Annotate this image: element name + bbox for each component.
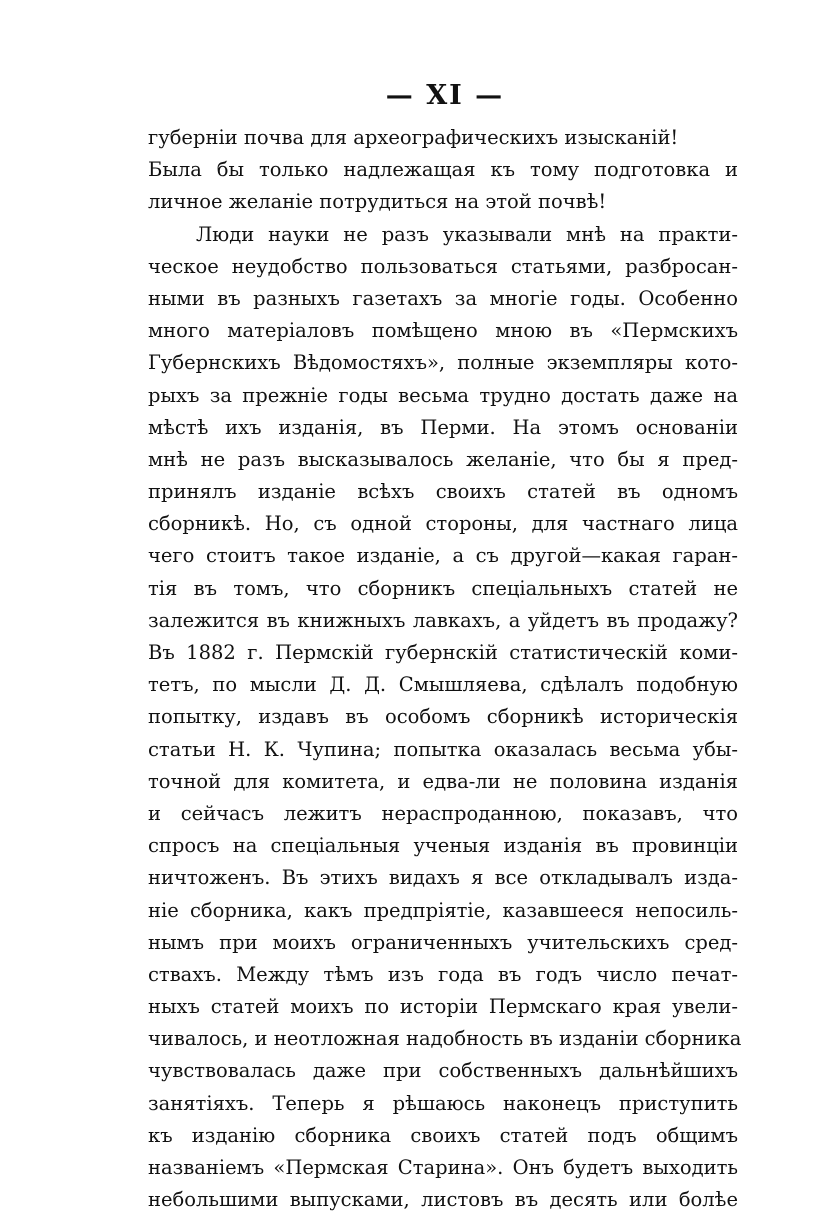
page-number: — XI — [385,80,505,111]
text-line: ными въ разныхъ газетахъ за многіе годы. Особенно [148,286,738,310]
text-line: попытку, издавъ въ особомъ сборникѣ историческія [148,705,738,729]
text-line: спросъ на спеціальныя ученыя изданія въ провинціи [148,834,738,858]
text-line: принялъ изданіе всѣхъ своихъ статей въ одномъ [148,480,738,504]
text-line: небольшими выпусками, листовъ въ десять или болѣе [148,1188,738,1212]
text-line: названіемъ «Пермская Старина». Онъ будетъ выходить [148,1156,738,1179]
text-line: мнѣ не разъ высказывалось желаніе, что бы я пред- [148,447,738,471]
text-line: ныхъ статей моихъ по исторіи Пермскаго края увели- [148,995,738,1019]
text-line: мѣстѣ ихъ изданія, въ Перми. На этомъ основаніи [148,415,738,439]
text-line: чивалось, и неотложная надобность въ изданіи сборника [148,1027,742,1051]
text-line: и сейчасъ лежитъ нераспроданною, показавъ, что [148,801,738,825]
paragraph-start-line: Люди науки не разъ указывали мнѣ на практи- [196,222,738,246]
body-text [148,122,742,1216]
text-line: губерніи почва для археографическихъ изысканій! [148,126,679,149]
text-line: нымъ при моихъ ограниченныхъ учительскихъ сред- [148,930,738,954]
text-line: ствахъ. Между тѣмъ изъ года въ годъ число печат- [148,962,738,986]
text-line: чего стоитъ такое изданіе, а съ другой—какая гаран- [148,544,738,568]
text-line: тія въ томъ, что сборникъ спеціальныхъ статей не [148,576,738,600]
text-line: залежится въ книжныхъ лавкахъ, а уйдетъ въ продажу? [148,608,738,632]
text-line: къ изданію сборника своихъ статей подъ общимъ [148,1123,738,1147]
text-line: чувствовалась даже при собственныхъ дальнѣйшихъ [148,1059,738,1083]
text-line: Была бы только надлежащая къ тому подготовка и [148,158,738,182]
text-line: Губернскихъ Вѣдомостяхъ», полные экземпляры кото- [148,351,738,375]
text-line: личное желаніе потрудиться на этой почвѣ! [148,190,607,214]
text-line: статьи Н. К. Чупина; попытка оказалась весьма убы- [148,737,738,761]
text-line: сборникѣ. Но, съ одной стороны, для частнаго лица [148,512,738,536]
text-line: тетъ, по мысли Д. Д. Смышляева, сдѣлалъ подобную [148,673,738,697]
text-line: точной для комитета, и едва-ли не половина изданія [148,769,738,793]
text-line: занятіяхъ. Теперь я рѣшаюсь наконецъ приступить [148,1091,738,1115]
text-line: ничтоженъ. Въ этихъ видахъ я все откладывалъ изда- [148,866,738,890]
text-line: много матеріаловъ помѣщено мною въ «Пермскихъ [148,319,738,343]
text-line: Въ 1882 г. Пермскій губернскій статистическій коми- [148,641,738,664]
text-line: ческое неудобство пользоваться статьями, разбросан- [148,254,738,278]
text-line: ніе сборника, какъ предпріятіе, казавшееся непосиль- [148,898,738,922]
text-line: рыхъ за прежніе годы весьма трудно достать даже на [148,383,738,407]
